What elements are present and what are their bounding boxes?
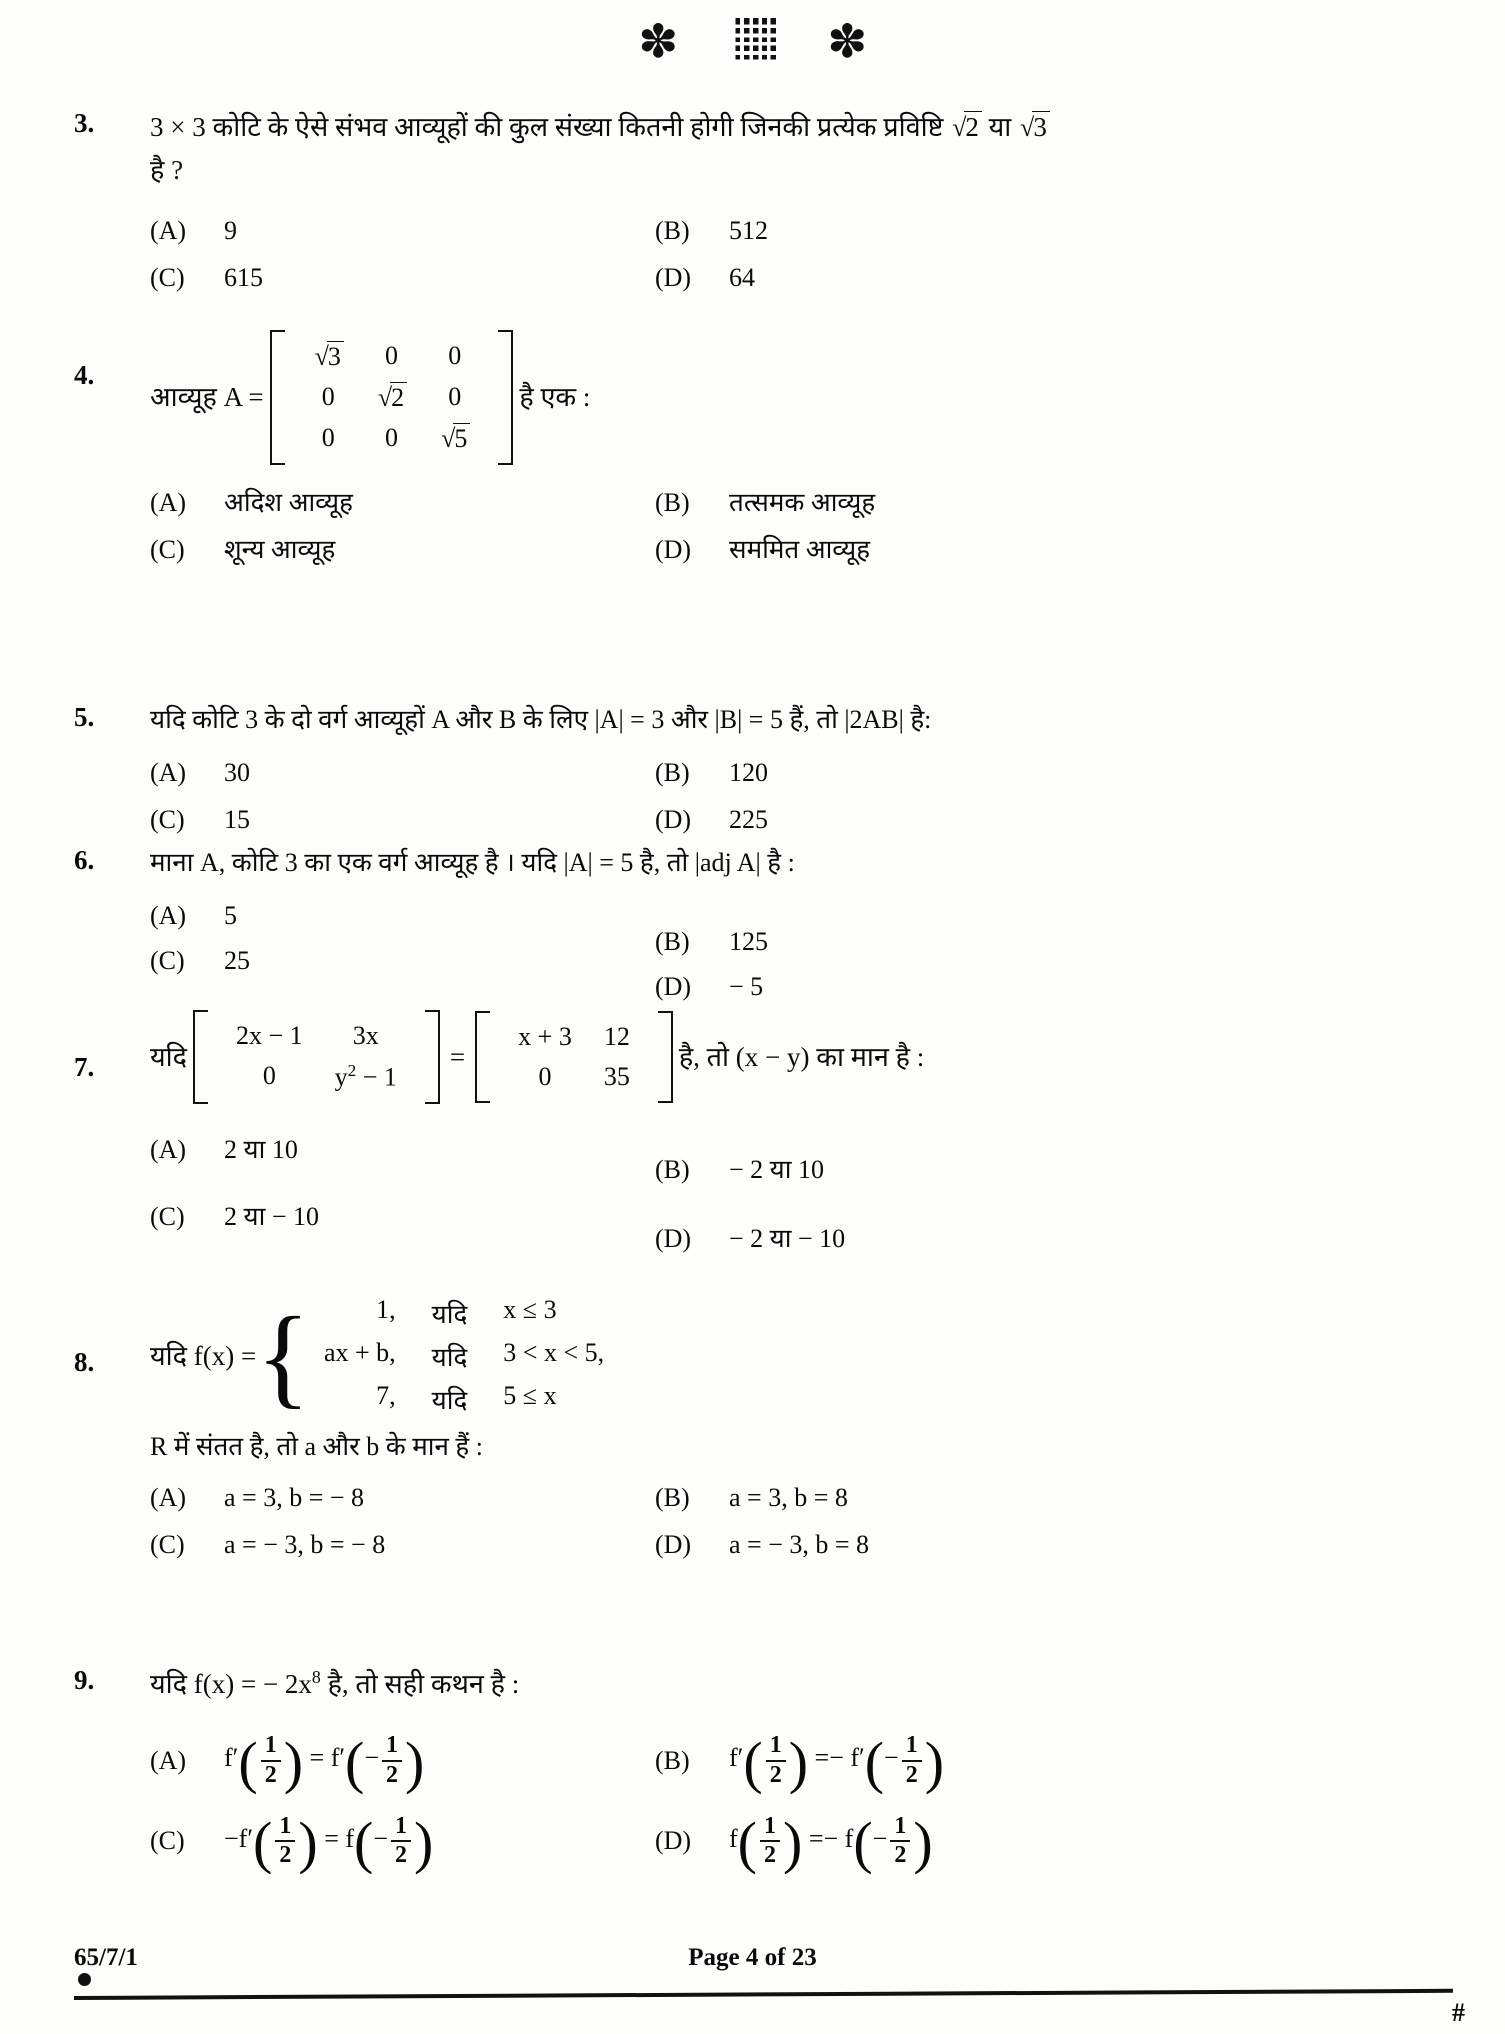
option-tag: (A) bbox=[150, 216, 187, 246]
footer-hash: # bbox=[1452, 1998, 1465, 2027]
question-4-number: 4. bbox=[74, 360, 95, 390]
option-value: 9 bbox=[224, 216, 237, 246]
option-tag: (C) bbox=[150, 1826, 185, 1856]
option-value: सममित आव्यूह bbox=[729, 535, 871, 564]
question-9-exponent: 8 bbox=[311, 1667, 321, 1687]
option-tag: (A) bbox=[150, 757, 187, 787]
question-9-option-c[interactable] bbox=[150, 1809, 655, 1875]
matrix-bracket-left bbox=[475, 1011, 490, 1103]
footer-rule bbox=[74, 1989, 1453, 2000]
option-value: a = 3, b = 8 bbox=[729, 1482, 848, 1512]
option-tag: (D) bbox=[655, 1826, 692, 1856]
question-7-stem bbox=[150, 1010, 1485, 1104]
question-3-option-b[interactable] bbox=[655, 211, 1485, 250]
question-7-lead: यदि bbox=[150, 1041, 187, 1072]
matrix-cells bbox=[208, 1010, 425, 1104]
piece-value: 1, bbox=[376, 1295, 396, 1324]
option-value: शून्य आव्यूह bbox=[224, 535, 336, 564]
page-number: Page 4 of 23 bbox=[688, 1944, 817, 1971]
option-tag: (B) bbox=[655, 1746, 690, 1776]
option-tag: (A) bbox=[150, 900, 187, 930]
matrix-cell: 3x bbox=[352, 1021, 379, 1050]
matrix-bracket-left bbox=[270, 330, 285, 465]
option-tag: (D) bbox=[655, 804, 692, 834]
matrix-cell: 35 bbox=[603, 1061, 630, 1091]
paper-code: 65/7/1 bbox=[74, 1944, 138, 1971]
option-value: f( $\frac{1}{2}$ ) =− f(− $\frac{1}{2}$ ) bbox=[729, 1809, 933, 1875]
question-3-or: या bbox=[988, 112, 1012, 142]
matrix-cell: 0 bbox=[321, 382, 335, 411]
question-7-matrix-left bbox=[193, 1010, 440, 1104]
option-tag: (D) bbox=[655, 263, 692, 293]
matrix-cell: √2 bbox=[360, 377, 423, 418]
option-tag: (B) bbox=[655, 926, 690, 956]
option-tag: (C) bbox=[150, 1201, 185, 1231]
piece-value: ax + b, bbox=[323, 1338, 396, 1367]
question-7-matrix-right bbox=[475, 1011, 673, 1103]
question-7-equals: = bbox=[449, 1041, 466, 1072]
question-4-option-b[interactable] bbox=[655, 483, 1485, 522]
question-5-option-c[interactable] bbox=[150, 800, 655, 839]
option-value: अदिश आव्यूह bbox=[224, 488, 353, 517]
question-3-text bbox=[150, 108, 1485, 147]
question-8-options bbox=[150, 1478, 1485, 1564]
question-7-option-c[interactable] bbox=[150, 1197, 655, 1258]
option-value: − 2 या 10 bbox=[729, 1154, 824, 1184]
question-5-number: 5. bbox=[74, 702, 95, 732]
option-value: तत्समक आव्यूह bbox=[729, 488, 876, 517]
matrix-bracket-right bbox=[498, 330, 513, 465]
question-8-stem bbox=[150, 1295, 1485, 1417]
matrix-cell: 0 bbox=[262, 1061, 276, 1090]
option-value: − 5 bbox=[729, 971, 764, 1001]
brace-icon: { bbox=[256, 1294, 310, 1419]
matrix-bracket-right bbox=[425, 1010, 440, 1104]
matrix-cell: 2x − 1 bbox=[236, 1021, 303, 1050]
option-value: 5 bbox=[224, 900, 237, 930]
question-7-options bbox=[150, 1130, 1485, 1258]
question-3-line1: 3 × 3 कोटि के ऐसे संभव आव्यूहों की कुल संख्या कितनी होगी जिनकी प्रत्येक प्रविष्टि bbox=[150, 112, 944, 142]
question-7-number: 7. bbox=[74, 1052, 95, 1082]
option-tag: (D) bbox=[655, 971, 692, 1001]
question-3-option-a[interactable] bbox=[150, 211, 655, 250]
matrix-cell: 12 bbox=[603, 1021, 630, 1051]
question-9-option-a[interactable] bbox=[150, 1729, 655, 1795]
matrix-cell: √5 bbox=[423, 418, 486, 459]
option-tag: (C) bbox=[150, 1529, 185, 1559]
option-tag: (A) bbox=[150, 1482, 187, 1512]
option-tag: (B) bbox=[655, 757, 690, 787]
question-8-option-a[interactable] bbox=[150, 1478, 655, 1517]
matrix-cell: 0 bbox=[384, 423, 398, 452]
option-tag: (B) bbox=[655, 216, 690, 246]
matrix-cells bbox=[285, 330, 499, 465]
option-value: a = − 3, b = − 8 bbox=[224, 1529, 386, 1559]
matrix-cell: 0 bbox=[538, 1061, 552, 1091]
question-8-lead: यदि f(x) = bbox=[150, 1340, 257, 1371]
matrix-bracket-right bbox=[658, 1011, 673, 1103]
piece-word: यदि bbox=[431, 1300, 468, 1329]
question-6-text: माना A, कोटि 3 का एक वर्ग आव्यूह है । यदि |A| = 5 है, तो |adj A| है : bbox=[150, 848, 795, 877]
option-tag: (C) bbox=[150, 535, 185, 564]
question-9-number: 9. bbox=[74, 1665, 95, 1695]
question-7-tail: है, तो (x − y) का मान है : bbox=[678, 1041, 925, 1072]
question-7-option-b[interactable] bbox=[655, 1130, 1485, 1189]
option-value: 615 bbox=[224, 263, 263, 293]
option-tag: (D) bbox=[655, 1529, 692, 1559]
question-8-piecewise bbox=[256, 1295, 614, 1417]
piecewise-rows bbox=[314, 1295, 614, 1417]
qr-code-icon bbox=[730, 18, 776, 64]
question-5-option-b[interactable] bbox=[655, 753, 1485, 792]
question-5-option-a[interactable] bbox=[150, 753, 655, 792]
option-value: a = 3, b = − 8 bbox=[224, 1482, 365, 1512]
piece-word: यदि bbox=[431, 1343, 468, 1372]
question-3-radical-2: √3 bbox=[1018, 108, 1050, 147]
option-tag: (A) bbox=[150, 1134, 187, 1164]
question-9-option-b[interactable] bbox=[655, 1729, 1485, 1795]
option-tag: (C) bbox=[150, 263, 185, 293]
option-value: 120 bbox=[729, 757, 768, 787]
option-value: − 2 या − 10 bbox=[729, 1223, 846, 1253]
option-value: 2 या − 10 bbox=[224, 1201, 319, 1231]
question-9-post: है, तो सही कथन है : bbox=[320, 1669, 520, 1699]
question-3-option-d[interactable] bbox=[655, 258, 1485, 297]
question-4-lead: आव्यूह A = bbox=[150, 382, 264, 413]
piece-value: 7, bbox=[376, 1381, 396, 1410]
piece-cond: 5 ≤ x bbox=[503, 1381, 557, 1410]
option-value: 512 bbox=[729, 216, 768, 246]
matrix-cell: 0 bbox=[321, 423, 335, 452]
matrix-cell: $y^2 - 1$ bbox=[334, 1061, 397, 1092]
question-4-tail: है एक : bbox=[519, 382, 591, 413]
piece-cond: x ≤ 3 bbox=[503, 1295, 557, 1324]
question-6-option-c[interactable] bbox=[150, 941, 655, 1006]
question-7-option-d[interactable] bbox=[655, 1197, 1485, 1258]
page-header bbox=[0, 10, 1505, 72]
footer-dot bbox=[78, 1973, 91, 1986]
matrix-cell: √3 bbox=[297, 336, 360, 377]
question-3-option-c[interactable] bbox=[150, 258, 655, 297]
question-8-option-c[interactable] bbox=[150, 1525, 655, 1564]
question-3-radical-1: √2 bbox=[950, 108, 982, 147]
question-8-option-d[interactable] bbox=[655, 1525, 1485, 1564]
question-6-options bbox=[150, 896, 1485, 1006]
matrix-bracket-left bbox=[193, 1010, 208, 1104]
option-value: 30 bbox=[224, 757, 250, 787]
option-tag: (B) bbox=[655, 1154, 690, 1184]
question-7-option-a[interactable] bbox=[150, 1130, 655, 1189]
option-value: 15 bbox=[224, 804, 250, 834]
option-value: f′( $\frac{1}{2}$ ) =− f′(− $\frac{1}{2}$ ) bbox=[729, 1729, 945, 1795]
option-value: 125 bbox=[729, 926, 768, 956]
question-6-number: 6. bbox=[74, 845, 95, 875]
question-9-text bbox=[150, 1665, 1485, 1703]
option-value: 25 bbox=[224, 945, 250, 975]
option-value: 64 bbox=[729, 263, 755, 293]
question-5-text: यदि कोटि 3 के दो वर्ग आव्यूहों A और B के लिए |A| = 3 और |B| = 5 हैं, तो |2AB| है: bbox=[150, 705, 932, 734]
question-8-tail: R में संतत है, तो a और b के मान हैं : bbox=[150, 1432, 483, 1461]
option-value: 225 bbox=[729, 804, 768, 834]
option-tag: (A) bbox=[150, 488, 187, 517]
question-4-option-c[interactable] bbox=[150, 530, 655, 569]
piece-word: यदि bbox=[431, 1386, 468, 1415]
matrix-cells bbox=[490, 1011, 658, 1103]
question-8-option-b[interactable] bbox=[655, 1478, 1485, 1517]
star-left-icon: ✽ bbox=[637, 14, 679, 68]
option-value: f′( $\frac{1}{2}$ ) = f′(− $\frac{1}{2}$ ) bbox=[224, 1729, 425, 1795]
option-tag: (C) bbox=[150, 945, 185, 975]
question-4-option-d[interactable] bbox=[655, 530, 1485, 569]
option-tag: (B) bbox=[655, 488, 690, 517]
question-9-options bbox=[150, 1729, 1485, 1875]
page-footer bbox=[0, 1924, 1505, 2034]
question-8-number: 8. bbox=[74, 1347, 95, 1377]
matrix-cell: 0 bbox=[448, 341, 462, 370]
question-4-option-a[interactable] bbox=[150, 483, 655, 522]
question-5-option-d[interactable] bbox=[655, 800, 1485, 839]
question-3-line2: है ? bbox=[150, 154, 184, 185]
question-5-options bbox=[150, 753, 1485, 839]
question-4-options bbox=[150, 483, 1485, 569]
option-tag: (A) bbox=[150, 1746, 187, 1776]
option-tag: (D) bbox=[655, 1223, 692, 1253]
matrix-cell: x + 3 bbox=[518, 1021, 572, 1051]
option-value: 2 या 10 bbox=[224, 1134, 298, 1164]
matrix-cell: 0 bbox=[384, 341, 398, 370]
matrix-cell: 0 bbox=[448, 382, 462, 411]
piece-cond: 3 < x < 5, bbox=[503, 1338, 605, 1367]
option-tag: (C) bbox=[150, 804, 185, 834]
question-9-option-d[interactable] bbox=[655, 1809, 1485, 1875]
question-4-stem bbox=[150, 330, 1485, 465]
question-6-option-d[interactable] bbox=[655, 941, 1485, 1006]
option-value: −f′( $\frac{1}{2}$ ) = f(− $\frac{1}{2}$ ) bbox=[224, 1809, 434, 1875]
star-right-icon: ✽ bbox=[826, 14, 868, 68]
question-4-matrix bbox=[270, 330, 514, 465]
question-3-number: 3. bbox=[74, 108, 95, 138]
option-tag: (B) bbox=[655, 1482, 690, 1512]
question-3-options bbox=[150, 211, 1485, 297]
option-value: a = − 3, b = 8 bbox=[729, 1529, 870, 1559]
option-tag: (D) bbox=[655, 535, 692, 564]
question-9-pre: यदि f(x) = − 2x bbox=[150, 1669, 312, 1699]
